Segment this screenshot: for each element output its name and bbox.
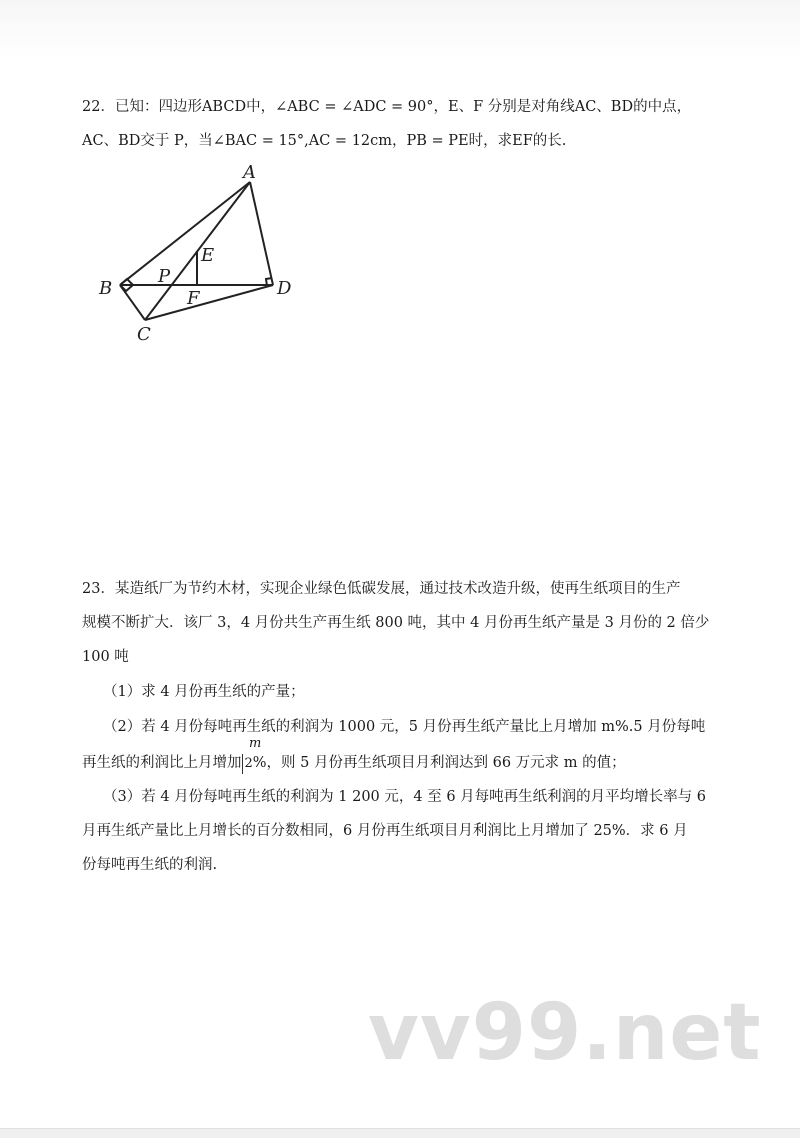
label-c: C (137, 324, 151, 345)
label-p: P (158, 266, 171, 287)
q23-line-3: 100 吨 (82, 649, 129, 665)
q22-geometry-figure (95, 160, 315, 350)
label-d: D (277, 278, 292, 299)
fraction-denominator: 2 (242, 754, 253, 774)
watermark: vv99.net (368, 988, 762, 1078)
segment-da (250, 182, 273, 285)
q22-line-2: AC、BD交于 P，当∠BAC = 15°,AC = 12cm，PB = PE时，求EF的长. (82, 133, 567, 149)
segment-ab (120, 182, 250, 285)
q23-part-2-line-1: （2）若 4 月份每吨再生纸的利润为 1000 元，5 月份再生纸产量比上月增加 m%.5 月份每吨 (103, 719, 706, 735)
label-a: A (243, 162, 256, 183)
label-f: F (187, 288, 200, 309)
q23-part-3-line-1: （3）若 4 月份每吨再生纸的利润为 1 200 元，4 至 6 月每吨再生纸利润的月平均增长率与 6 (103, 789, 707, 805)
q22-line-1: 22．已知：四边形ABCD中，∠ABC = ∠ADC = 90°，E、F 分别是对角线AC、BD的中点， (82, 99, 692, 115)
q23-part-1: （1）求 4 月份再生纸的产量； (103, 684, 305, 700)
part-2-prefix: 再生纸的利润比上月增加 (82, 755, 242, 771)
q23-line-1: 23．某造纸厂为节约木材，实现企业绿色低碳发展，通过技术改造升级，使再生纸项目的生产 (82, 581, 681, 597)
segment-bc (120, 285, 145, 320)
page-top-shade (0, 0, 800, 60)
part-2-suffix: %，则 5 月份再生纸项目月利润达到 66 万元求 m 的值； (252, 755, 626, 771)
q23-part-2-line-2 (82, 753, 626, 774)
label-b: B (99, 278, 113, 299)
segment-cd (145, 285, 273, 320)
q23-line-2: 规模不断扩大．该厂 3，4 月份共生产再生纸 800 吨，其中 4 月份再生纸产量是 3 月份的 2 倍少 (82, 615, 710, 631)
fraction-numerator: m (249, 736, 262, 751)
quadrilateral-diagram (95, 160, 315, 350)
label-e: E (201, 245, 215, 266)
q23-part-3-line-3: 份每吨再生纸的利润. (82, 857, 218, 873)
q23-part-3-line-2: 月再生纸产量比上月增长的百分数相同，6 月份再生纸项目月利润比上月增加了 25%．求 6 月 (82, 823, 688, 839)
